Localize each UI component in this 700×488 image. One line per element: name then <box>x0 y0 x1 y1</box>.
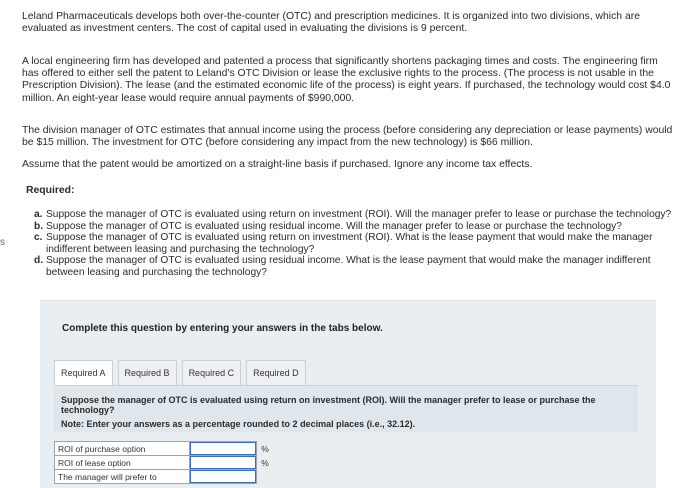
required-heading: Required: <box>26 185 75 196</box>
left-margin-mark: s <box>0 237 5 248</box>
percent-unit: % <box>261 457 269 468</box>
tab-note: Note: Enter your answers as a percentage rounded to 2 decimal places (i.e., 32.12). <box>61 419 416 429</box>
question-letter: b. <box>34 220 44 232</box>
row-label: ROI of lease option <box>55 456 190 470</box>
table-row <box>55 456 274 470</box>
row-label: The manager will prefer to <box>55 470 190 484</box>
table-row <box>55 442 274 456</box>
intro-paragraph: Leland Pharmaceuticals develops both over-the-counter (OTC) and prescription medicines. It is organized into two divisions, which are evaluated as investment centers. The cost of capital used in evaluating the divisions is 9 percent. <box>22 11 640 35</box>
question-letter: d. <box>34 255 44 267</box>
roi-lease-input[interactable] <box>190 456 256 469</box>
tab-required-b[interactable]: Required B <box>118 360 177 386</box>
question-text: Suppose the manager of OTC is evaluated using residual income. What is the lease payment that would make the manager indifferent between leasing and purchasing the technology? <box>46 255 651 278</box>
table-row <box>55 470 274 484</box>
tab-content <box>54 385 638 432</box>
list-item <box>34 232 674 255</box>
amortization-paragraph: Assume that the patent would be amortized on a straight-line basis if purchased. Ignore any income tax effects. <box>22 159 533 170</box>
list-item <box>34 221 674 233</box>
panel-instruction: Complete this question by entering your answers in the tabs below. <box>62 323 383 334</box>
question-letter: c. <box>34 232 43 244</box>
tab-required-c[interactable]: Required C <box>182 360 242 386</box>
tab-required-d[interactable]: Required D <box>246 360 306 386</box>
income-estimate-paragraph: The division manager of OTC estimates that annual income using the process (before considering any depreciation or lease payments) would be $15 million. The investment for OTC (before considering any impact from the new technology) is $66 million. <box>22 125 673 149</box>
question-text: Suppose the manager of OTC is evaluated using return on investment (ROI). Will the manager prefer to lease or purchase the technology? <box>46 209 672 220</box>
tab-required-a[interactable]: Required A <box>54 360 113 386</box>
roi-purchase-input[interactable] <box>190 442 256 455</box>
questions-list <box>34 209 674 279</box>
patent-offer-paragraph: A local engineering firm has developed and patented a process that significantly shortens packaging times and costs. The engineering firm has offered to either sell the patent to Leland's OTC Division or lease the exclusive rights to the process. (The process is not usable in the Prescription Division). The lease (and the estimated economic life of the process) is eight years. If purchased, the technology would cost $4.0 million. An eight-year lease would require annual payments of $990,000. <box>22 56 671 104</box>
answer-table <box>54 441 274 484</box>
unit-cell <box>257 470 274 484</box>
list-item <box>34 209 674 221</box>
question-text: Suppose the manager of OTC is evaluated using return on investment (ROI). What is the lease payment that would make the manager indifferent between leasing and purchasing the technology? <box>46 232 653 255</box>
answer-panel <box>40 300 656 488</box>
question-letter: a. <box>34 209 43 220</box>
row-label: ROI of purchase option <box>55 442 190 456</box>
preference-input[interactable] <box>190 470 256 483</box>
tab-question: Suppose the manager of OTC is evaluated using return on investment (ROI). Will the manager prefer to lease or purchase the technology? <box>61 395 596 416</box>
required-tabs <box>54 360 311 386</box>
list-item <box>34 255 674 278</box>
percent-unit: % <box>261 443 269 454</box>
question-text: Suppose the manager of OTC is evaluated using residual income. Will the manager prefer to lease or purchase the technology? <box>46 220 622 232</box>
